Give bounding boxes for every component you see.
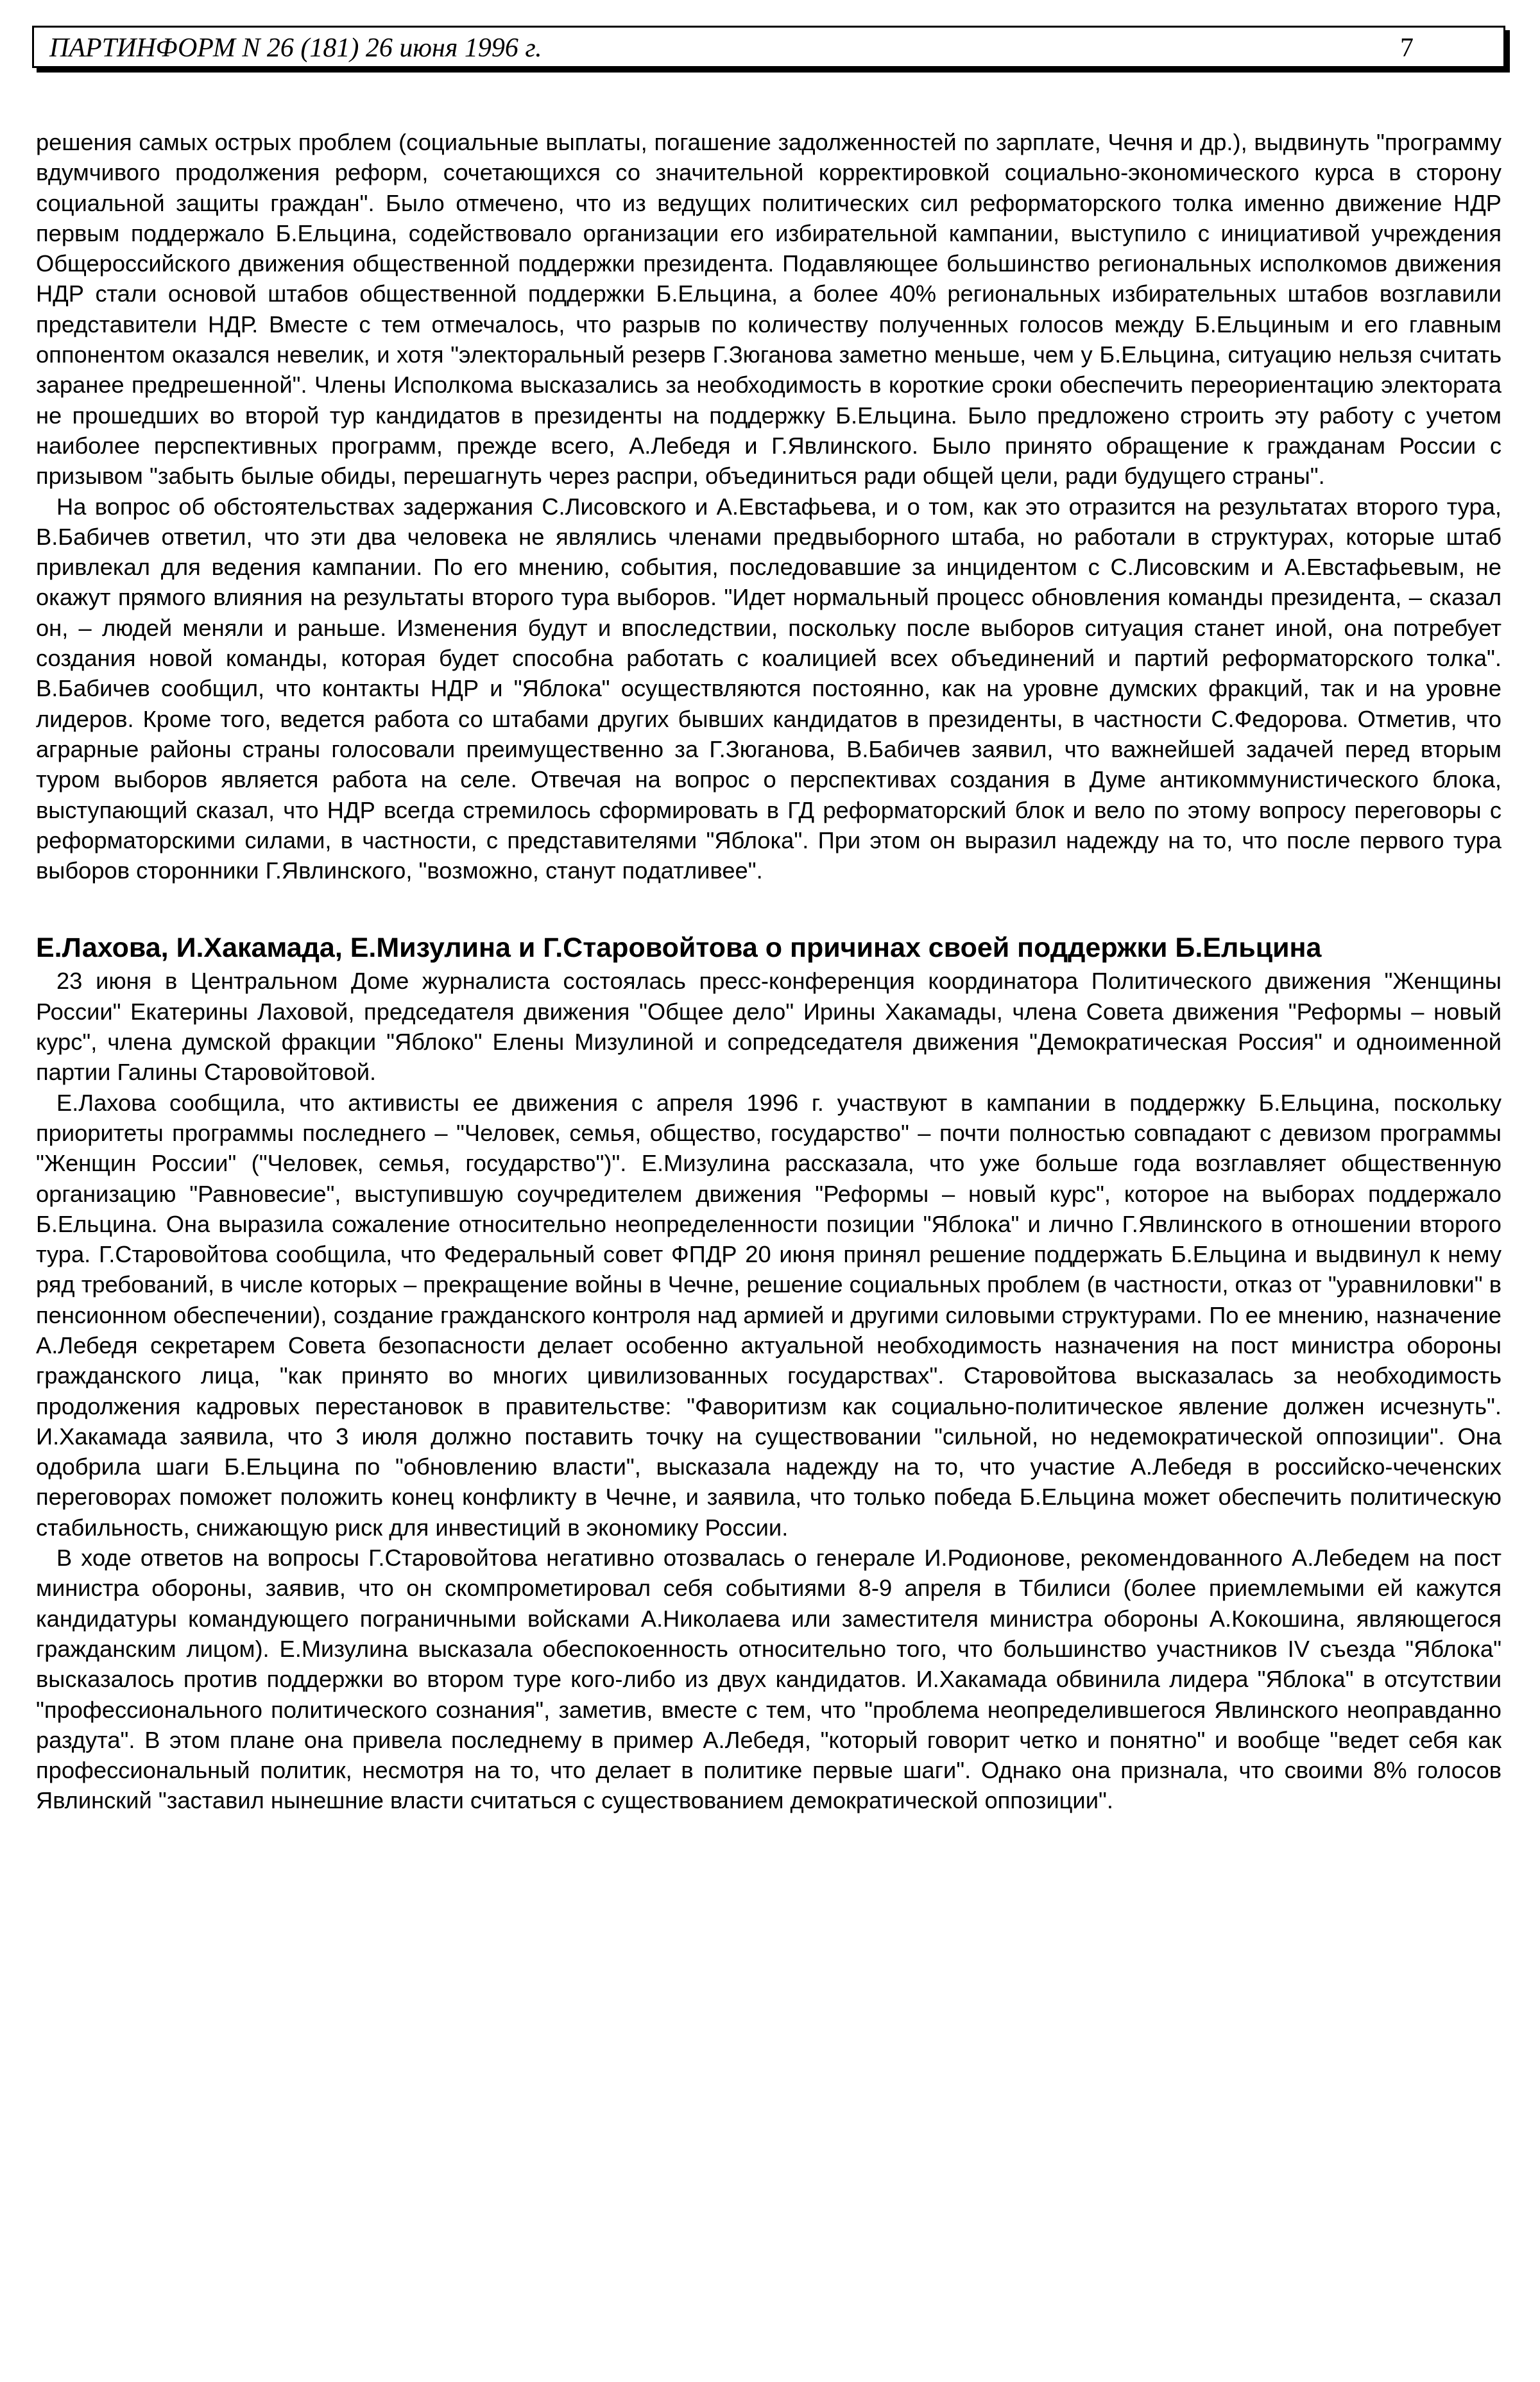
- article1-paragraph-2: На вопрос об обстоятельствах задержания С.Лисовского и А.Евстафьева, и о том, как это отразится на результатах второго тура, В.Бабичев ответил, что эти два человека не являлись членами предвыборного штаба, но работали в структурах, которые штаб привлекал для ведения кампании. По его мнению, события, последовавшие за инцидентом с С.Лисовским и А.Евстафьевым, не окажут прямого влияния на результаты второго тура выборов. "Идет нормальный процесс обновления команды президента, – сказал он, – людей меняли и раньше. Изменения будут и впоследствии, поскольку после выборов ситуация станет иной, она потребует создания новой команды, которая будет способна работать с коалицией всех объединений и партий реформаторского толка". В.Бабичев сообщил, что контакты НДР и "Яблока" осуществляются постоянно, как на уровне думских фракций, так и на уровне лидеров. Кроме того, ведется работа со штабами других бывших кандидатов в президенты, в частности С.Федорова. Отметив, что аграрные районы страны голосовали преимущественно за Г.Зюганова, В.Бабичев заявил, что важнейшей задачей перед вторым туром выборов является работа на селе. Отвечая на вопрос о перспективах создания в Думе антикоммунистического блока, выступающий сказал, что НДР всегда стремилось сформировать в ГД реформаторский блок и вело по этому вопросу переговоры с реформаторскими силами, в частности, с представителями "Яблока". При этом он выразил надежду на то, что после первого тура выборов сторонники Г.Явлинского, "возможно, станут податливее".: [36, 493, 1502, 884]
- page-content: [36, 127, 1502, 1816]
- article2-paragraph-3: В ходе ответов на вопросы Г.Старовойтова негативно отозвалась о генерале И.Родионове, рекомендованного А.Лебедем на пост министра обороны, заявив, что он скомпрометировал себя событиями 8-9 апреля в Тбилиси (более приемлемыми ей кажутся кандидатуры командующего пограничными войсками А.Николаева или заместителя министра обороны А.Кокошина, являющегося гражданским лицом). Е.Мизулина высказала обеспокоенность относительно того, что большинство участников IV съезда "Яблока" высказалось против поддержки во втором туре кого-либо из двух кандидатов. И.Хакамада обвинила лидера "Яблока" в отсутствии "профессионального политического сознания", заметив, вместе с тем, что "проблема неопределившегося Явлинского неоправданно раздута". В этом плане она привела последнему в пример А.Лебедя, "который говорит четко и понятно" и вообще "ведет себя как профессиональный политик, несмотря на то, что делает в политике первые шаги". Однако она признала, что своими 8% голосов Явлинский "заставил нынешние власти считаться с существованием демократической оппозиции".: [36, 1545, 1502, 1814]
- page-header: [32, 26, 1505, 68]
- page-number: 7: [1400, 33, 1414, 63]
- article1-paragraph-1: решения самых острых проблем (социальные выплаты, погашение задолженностей по зарплате, Чечня и др.), выдвинуть "программу вдумчивого продолжения реформ, сочетающихся со значительной корректировкой социально-экономического курса в сторону социальной защиты граждан". Было отмечено, что из ведущих политических сил реформаторского толка именно движение НДР первым поддержало Б.Ельцина, содействовало организации его избирательной кампании, выступило с инициативой учреждения Общероссийского движения общественной поддержки президента. Подавляющее большинство региональных исполкомов движения НДР стали основой штабов общественной поддержки Б.Ельцина, а более 40% региональных избирательных штабов возглавили представители НДР. Вместе с тем отмечалось, что разрыв по количеству полученных голосов между Б.Ельциным и его главным оппонентом оказался невелик, и хотя "электоральный резерв Г.Зюганова заметно меньше, чем у Б.Ельцина, ситуацию нельзя считать заранее предрешенной". Члены Исполкома высказались за необходимость в короткие сроки обеспечить переориентацию электората не прошедших во второй тур кандидатов в президенты на поддержку Б.Ельцина. Было предложено строить эту работу с учетом наиболее перспективных программ, прежде всего, А.Лебедя и Г.Явлинского. Было принято обращение к гражданам России с призывом "забыть былые обиды, перешагнуть через распри, объединиться ради общей цели, ради будущего страны".: [36, 129, 1502, 490]
- publication-title: ПАРТИНФОРМ N 26 (181) 26 июня 1996 г.: [49, 33, 542, 63]
- article2-paragraph-2: Е.Лахова сообщила, что активисты ее движения с апреля 1996 г. участвуют в кампании в поддержку Б.Ельцина, поскольку приоритеты программы последнего – "Человек, семья, общество, государство" – почти полностью совпадают с девизом программы "Женщин России" ("Человек, семья, государство")". Е.Мизулина рассказала, что уже больше года возглавляет общественную организацию "Равновесие", выступившую соучредителем движения "Реформы – новый курс", которое на выборах поддержало Б.Ельцина. Она выразила сожаление относительно неопределенности позиции "Яблока" и лично Г.Явлинского в отношении второго тура. Г.Старовойтова сообщила, что Федеральный совет ФПДР 20 июня принял решение поддержать Б.Ельцина и выдвинул к нему ряд требований, в числе которых – прекращение войны в Чечне, решение социальных проблем (в частности, отказ от "уравниловки" в пенсионном обеспечении), создание гражданского контроля над армией и другими силовыми структурами. По ее мнению, назначение А.Лебедя секретарем Совета безопасности делает особенно актуальной необходимость назначения на пост министра обороны гражданского лица, "как принято во многих цивилизованных государствах". Старовойтова высказалась за необходимость продолжения кадровых перестановок в правительстве: "Фаворитизм как социально-политическое явление должен исчезнуть". И.Хакамада заявила, что 3 июля должно поставить точку на существовании "сильной, но недемократической оппозиции". Она одобрила шаги Б.Ельцина по "обновлению власти", высказала надежду на то, что участие А.Лебедя в российско-чеченских переговорах поможет положить конец конфликту в Чечне, и заявила, что только победа Б.Ельцина может обеспечить политическую стабильность, снижающую риск для инвестиций в экономику России.: [36, 1089, 1502, 1541]
- article2-headline: Е.Лахова, И.Хакамада, Е.Мизулина и Г.Старовойтова о причинах своей поддержки Б.Ельцина: [36, 932, 1322, 964]
- article2-paragraph-1: 23 июня в Центральном Доме журналиста состоялась пресс-конференция координатора Политического движения "Женщины России" Екатерины Лаховой, председателя движения "Общее дело" Ирины Хакамады, члена Совета движения "Реформы – новый курс", члена думской фракции "Яблоко" Елены Мизулиной и сопредседателя движения "Демократическая Россия" и одноименной партии Галины Старовойтовой.: [36, 968, 1502, 1086]
